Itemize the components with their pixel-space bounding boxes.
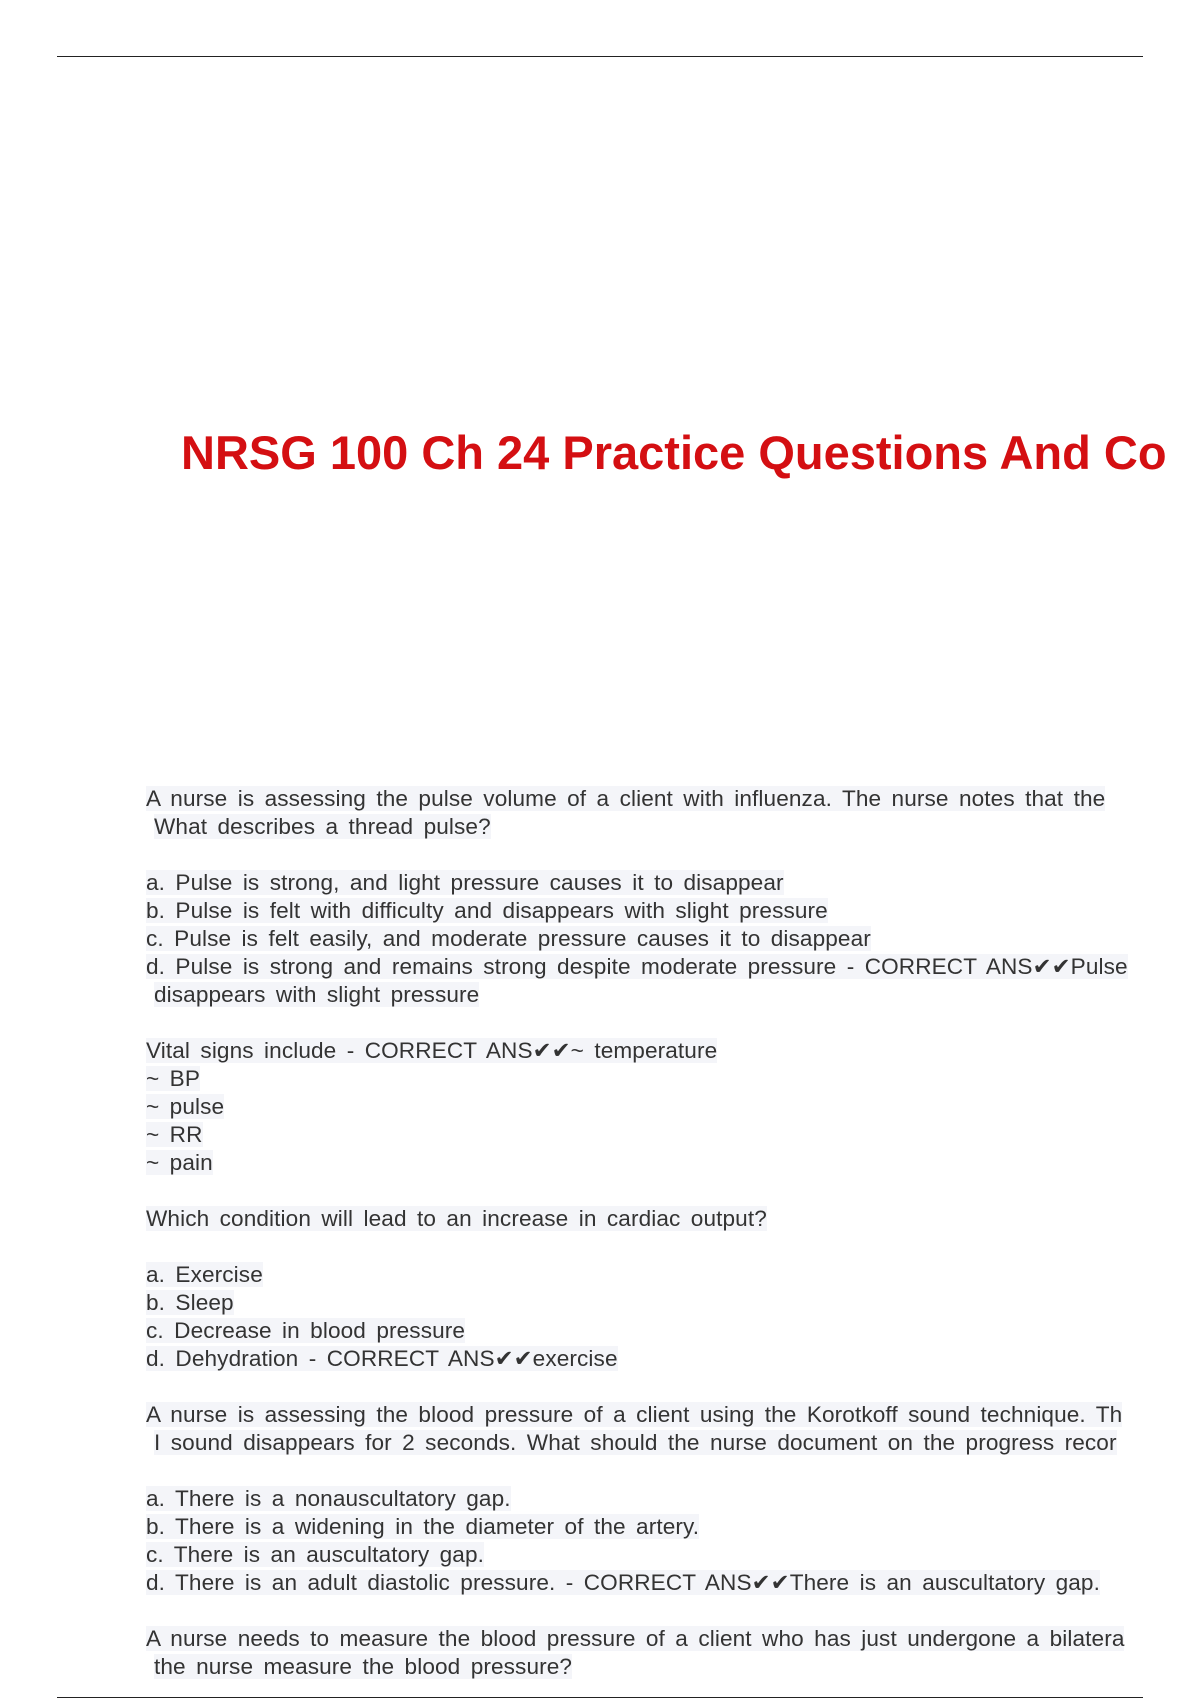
question-1	[146, 785, 1200, 841]
list-item: ~ pain	[146, 1150, 213, 1175]
question-3	[146, 1205, 1200, 1233]
answer-option: b. Pulse is felt with difficulty and disappears with slight pressure	[146, 898, 828, 923]
answer-option: a. Pulse is strong, and light pressure causes it to disappear	[146, 870, 784, 895]
question-text-line: A nurse is assessing the blood pressure of a client using the Korotkoff sound technique. Th	[146, 1402, 1123, 1427]
answer-option: c. Pulse is felt easily, and moderate pressure causes it to disappear	[146, 926, 871, 951]
question-text-line: Which condition will lead to an increase in cardiac output?	[146, 1206, 767, 1231]
question-2	[146, 1037, 1200, 1177]
question-text-line: A nurse is assessing the pulse volume of a client with influenza. The nurse notes that the	[146, 786, 1106, 811]
answer-option: c. There is an auscultatory gap.	[146, 1542, 485, 1567]
answer-option: c. Decrease in blood pressure	[146, 1318, 466, 1343]
question-text-line: A nurse needs to measure the blood pressure of a client who has just undergone a bilatera	[146, 1626, 1125, 1651]
list-item: ~ BP	[146, 1066, 201, 1091]
document-title: NRSG 100 Ch 24 Practice Questions And Co	[181, 426, 1167, 479]
question-1-options	[146, 869, 1200, 1009]
answer-option: d. Pulse is strong and remains strong despite moderate pressure - CORRECT ANS✔✔Pulse	[146, 954, 1128, 979]
top-rule	[57, 56, 1143, 57]
document-body	[146, 785, 1200, 1681]
answer-option: d. Dehydration - CORRECT ANS✔✔exercise	[146, 1346, 618, 1371]
question-3-options	[146, 1261, 1200, 1373]
answer-option: a. Exercise	[146, 1262, 263, 1287]
question-4	[146, 1401, 1200, 1457]
answer-option: b. Sleep	[146, 1290, 234, 1315]
question-text-line: the nurse measure the blood pressure?	[154, 1654, 573, 1679]
question-text-line: Vital signs include - CORRECT ANS✔✔~ temperature	[146, 1038, 718, 1063]
list-item: ~ RR	[146, 1122, 203, 1147]
answer-option: d. There is an adult diastolic pressure. - CORRECT ANS✔✔There is an auscultatory gap.	[146, 1570, 1100, 1595]
list-item: ~ pulse	[146, 1094, 225, 1119]
answer-option: b. There is a widening in the diameter of the artery.	[146, 1514, 700, 1539]
question-4-options	[146, 1485, 1200, 1597]
question-5	[146, 1625, 1200, 1681]
answer-option: a. There is a nonauscultatory gap.	[146, 1486, 511, 1511]
answer-option-continued: disappears with slight pressure	[154, 982, 480, 1007]
bottom-rule	[57, 1697, 1143, 1698]
question-text-line: I sound disappears for 2 seconds. What should the nurse document on the progress recor	[154, 1430, 1117, 1455]
question-text-line: What describes a thread pulse?	[154, 814, 491, 839]
